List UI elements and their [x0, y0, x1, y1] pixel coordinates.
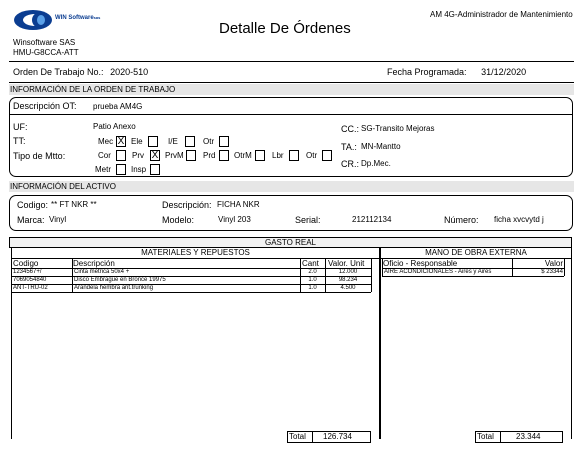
tt-ie-checkbox[interactable]: [185, 136, 195, 147]
materials-grid-line: [371, 259, 372, 292]
materials-total-value: 126.734: [323, 432, 352, 441]
labor-total-value: 23.344: [516, 432, 541, 441]
asset-model-label: Modelo:: [162, 215, 195, 225]
uf-label: UF:: [13, 122, 28, 132]
asset-section-title: INFORMACIÓN DEL ACTIVO: [9, 181, 574, 192]
mtto-cor-label: Cor: [98, 151, 111, 160]
order-number: [13, 67, 148, 77]
ta-value: MN-Mantto: [361, 142, 401, 151]
mtto-cor-checkbox[interactable]: [116, 150, 126, 161]
labor-value: $ 23344: [541, 269, 563, 275]
row-divider: [382, 276, 564, 277]
app-name: AM 4G-Administrador de Mantenimiento: [430, 10, 573, 19]
asset-serial-label: Serial:: [295, 215, 321, 225]
labor-col-value: Valor: [544, 259, 563, 268]
material-unit-value: 12.000: [338, 269, 358, 275]
asset-code-label: Codigo:: [17, 200, 49, 210]
scheduled-date-label: Fecha Programada:: [387, 67, 467, 77]
mtto-prd-checkbox[interactable]: [219, 150, 229, 161]
tt-otr-checkbox[interactable]: [219, 136, 229, 147]
mtto-lbr-label: Lbr: [272, 151, 284, 160]
labor-grid-line: [382, 259, 383, 276]
asset-code-value: ** FT NKR **: [51, 200, 97, 209]
logo-suffix: sas: [93, 15, 101, 20]
labor-grid-line: [564, 259, 565, 276]
mtto-prvm-checkbox[interactable]: [186, 150, 196, 161]
tt-mec-label: Mec: [98, 137, 114, 146]
material-code: 1234567+/: [13, 269, 42, 275]
mtto-prd-label: Prd: [203, 151, 216, 160]
cc-label: CC.:: [341, 124, 359, 134]
materials-col-qty: Cant: [302, 259, 319, 268]
cc-value: SG-Transito Mejoras: [361, 124, 435, 133]
ot-description-label: Descripción OT:: [13, 101, 77, 111]
materials-total-label: Total: [289, 432, 306, 441]
mtto-insp-checkbox[interactable]: [150, 164, 160, 175]
materials-col-code: Codigo: [13, 259, 39, 268]
company-logo: [13, 8, 103, 32]
ta-label: TA.:: [341, 142, 357, 152]
asset-brand-value: Vinyl: [49, 215, 67, 224]
total-divider: [500, 431, 501, 443]
mtto-lbr-checkbox[interactable]: [289, 150, 299, 161]
material-code: ANT-TRU-02: [13, 285, 48, 291]
labor-title: MANO DE OBRA EXTERNA: [425, 248, 527, 257]
tt-ele-label: Ele: [131, 137, 143, 146]
header-divider: [9, 61, 574, 62]
material-qty: 1.0: [308, 277, 317, 283]
material-description: Cinta metrica 50x4 +: [74, 269, 130, 275]
order-number-label: Orden De Trabajo No.:: [13, 67, 104, 77]
logo-text: WIN Software: [55, 15, 94, 21]
total-divider: [312, 431, 313, 443]
mtto-metr-label: Metr: [95, 165, 111, 174]
order-number-value: 2020-510: [110, 67, 149, 77]
tt-label: TT:: [13, 136, 26, 146]
company-name: Winsoftware SAS: [13, 38, 76, 47]
mtto-prvm-label: PrvM: [165, 151, 184, 160]
asset-model-value: Vinyl 203: [218, 215, 251, 224]
uf-value: Patio Anexo: [93, 122, 136, 131]
mtto-otr-label: Otr: [306, 151, 318, 160]
asset-serial-value: 212112134: [352, 215, 392, 224]
material-description: Arandela hembra ant.trunking: [74, 285, 154, 291]
material-unit-value: 4.500: [340, 285, 356, 291]
cr-value: Dp.Mec.: [361, 159, 391, 168]
asset-number-label: Número:: [444, 215, 479, 225]
description-divider: [9, 114, 573, 115]
expense-title: GASTO REAL: [9, 237, 572, 248]
material-description: Disco Embrague en Bronce 19975: [74, 277, 166, 283]
mtto-insp-label: Insp: [131, 165, 147, 174]
ot-description-value: prueba AM4G: [93, 102, 143, 111]
asset-description-value: FICHA NKR: [217, 200, 260, 209]
labor-col-trade: Oficio - Responsable: [383, 259, 458, 268]
asset-brand-label: Marca:: [17, 215, 45, 225]
mtto-otrm-label: OtrM: [234, 151, 252, 160]
order-divider: [9, 82, 574, 83]
mtto-otrm-checkbox[interactable]: [255, 150, 265, 161]
asset-description-label: Descripción:: [162, 200, 212, 210]
mtto-otr-checkbox[interactable]: [322, 150, 332, 161]
labor-trade: AIRE ACONDICIONALES - Aires y Aires: [384, 269, 492, 275]
materials-col-description: Descripción: [73, 259, 115, 268]
materials-title: MATERIALES Y REPUESTOS: [141, 248, 250, 257]
materials-col-unit-value: Valor. Unit: [328, 259, 365, 268]
row-divider: [11, 292, 371, 293]
labor-total-label: Total: [477, 432, 494, 441]
work-order-section-title: INFORMACIÓN DE LA ORDEN DE TRABAJO: [9, 84, 574, 95]
page-title: Detalle De Órdenes: [219, 20, 351, 37]
asset-number-value: ficha xvcvytd j: [494, 215, 544, 224]
company-code: HMU-G8CCA-ATT: [13, 48, 79, 57]
tt-otr-label: Otr: [203, 137, 215, 146]
tt-ele-checkbox[interactable]: [148, 136, 158, 147]
material-qty: 2.0: [308, 269, 317, 275]
cr-label: CR.:: [341, 159, 359, 169]
mtto-prv-checkbox[interactable]: X: [151, 150, 159, 161]
mtto-prv-label: Prv: [132, 151, 144, 160]
material-code: 7069054840: [13, 277, 47, 283]
tt-mec-checkbox[interactable]: X: [117, 136, 125, 147]
material-unit-value: 98.234: [338, 277, 358, 283]
tt-ie-label: I/E: [168, 137, 178, 146]
material-qty: 1.0: [308, 285, 317, 291]
scheduled-date: [387, 67, 526, 77]
scheduled-date-value: 31/12/2020: [481, 67, 527, 77]
mtto-label: Tipo de Mtto:: [13, 151, 66, 161]
mtto-metr-checkbox[interactable]: [116, 164, 126, 175]
